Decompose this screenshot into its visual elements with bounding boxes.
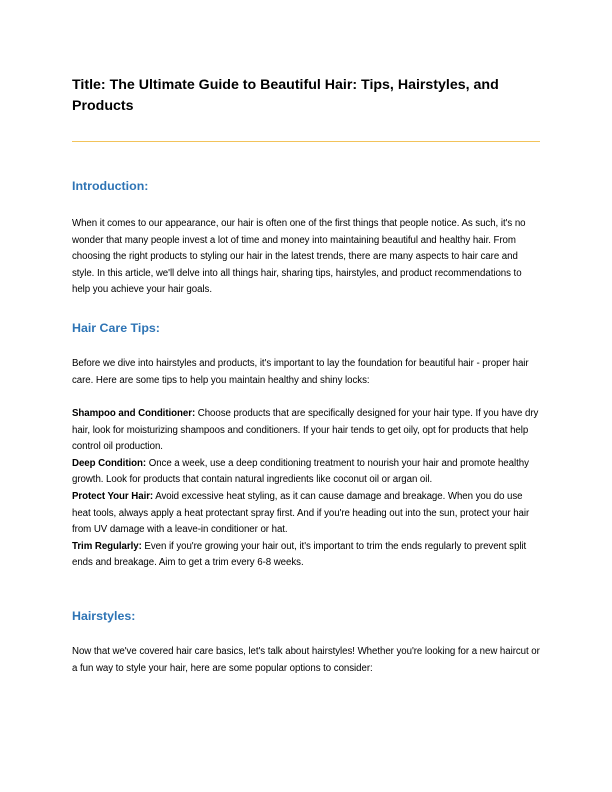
- introduction-paragraph: When it comes to our appearance, our hair is often one of the first things that people notice. As such, it's no wonder that many people invest a lot of time and money into maintaining beautiful and healthy hair. From choosing the right products to styling our hair in the latest trends, there are many aspects to hair care and style. In this article, we'll delve into all things hair, sharing tips, hairstyles, and product recommendations to help you achieve your hair goals.: [72, 218, 526, 296]
- introduction-heading: Introduction:: [72, 179, 149, 193]
- tip-text: Even if you're growing your hair out, it's important to trim the ends regularly to prevent split ends and breakage. Aim to get a trim every 6-8 weeks.: [72, 540, 527, 569]
- tip-shampoo-and-conditioner: [72, 406, 542, 456]
- hairstyles-paragraph: Now that we've covered hair care basics, let's talk about hairstyles! Whether you're looking for a new haircut or a fun way to style your hair, here are some popular options to consider:: [72, 646, 540, 674]
- tip-label: Deep Condition:: [72, 457, 147, 469]
- hair-care-tips-intro: Before we dive into hairstyles and products, it's important to lay the foundation for beautiful hair - proper hair care. Here are some tips to help you maintain healthy and shiny locks:: [72, 358, 529, 386]
- tip-deep-condition: [72, 456, 542, 489]
- tip-text: Avoid excessive heat styling, as it can cause damage and breakage. When you do use heat tools, always apply a heat protectant spray first. And if you're heading out into the sun, protect your hair from UV damage with a leave-in conditioner or hat.: [72, 490, 530, 536]
- document-title: Title: The Ultimate Guide to Beautiful Hair: Tips, Hairstyles, and Products: [72, 77, 499, 114]
- hair-care-tips-heading: Hair Care Tips:: [72, 321, 160, 335]
- hairstyles-heading: Hairstyles:: [72, 609, 136, 623]
- tip-text: Choose products that are specifically designed for your hair type. If you have dry hair, look for moisturizing shampoos and conditioners. If your hair tends to get oily, opt for products that help control oil production.: [72, 408, 539, 453]
- tip-text: Once a week, use a deep conditioning treatment to nourish your hair and promote healthy growth. Look for products that contain natural ingredients like coconut oil or argan oil.: [72, 457, 529, 486]
- tip-label: Protect Your Hair:: [72, 490, 154, 502]
- title-divider: [72, 141, 540, 142]
- tip-trim-regularly: [72, 539, 542, 572]
- hair-care-tips-list: [72, 406, 542, 572]
- tip-label: Trim Regularly:: [72, 540, 142, 552]
- tip-label: Shampoo and Conditioner:: [72, 408, 196, 419]
- tip-protect-your-hair: [72, 489, 542, 539]
